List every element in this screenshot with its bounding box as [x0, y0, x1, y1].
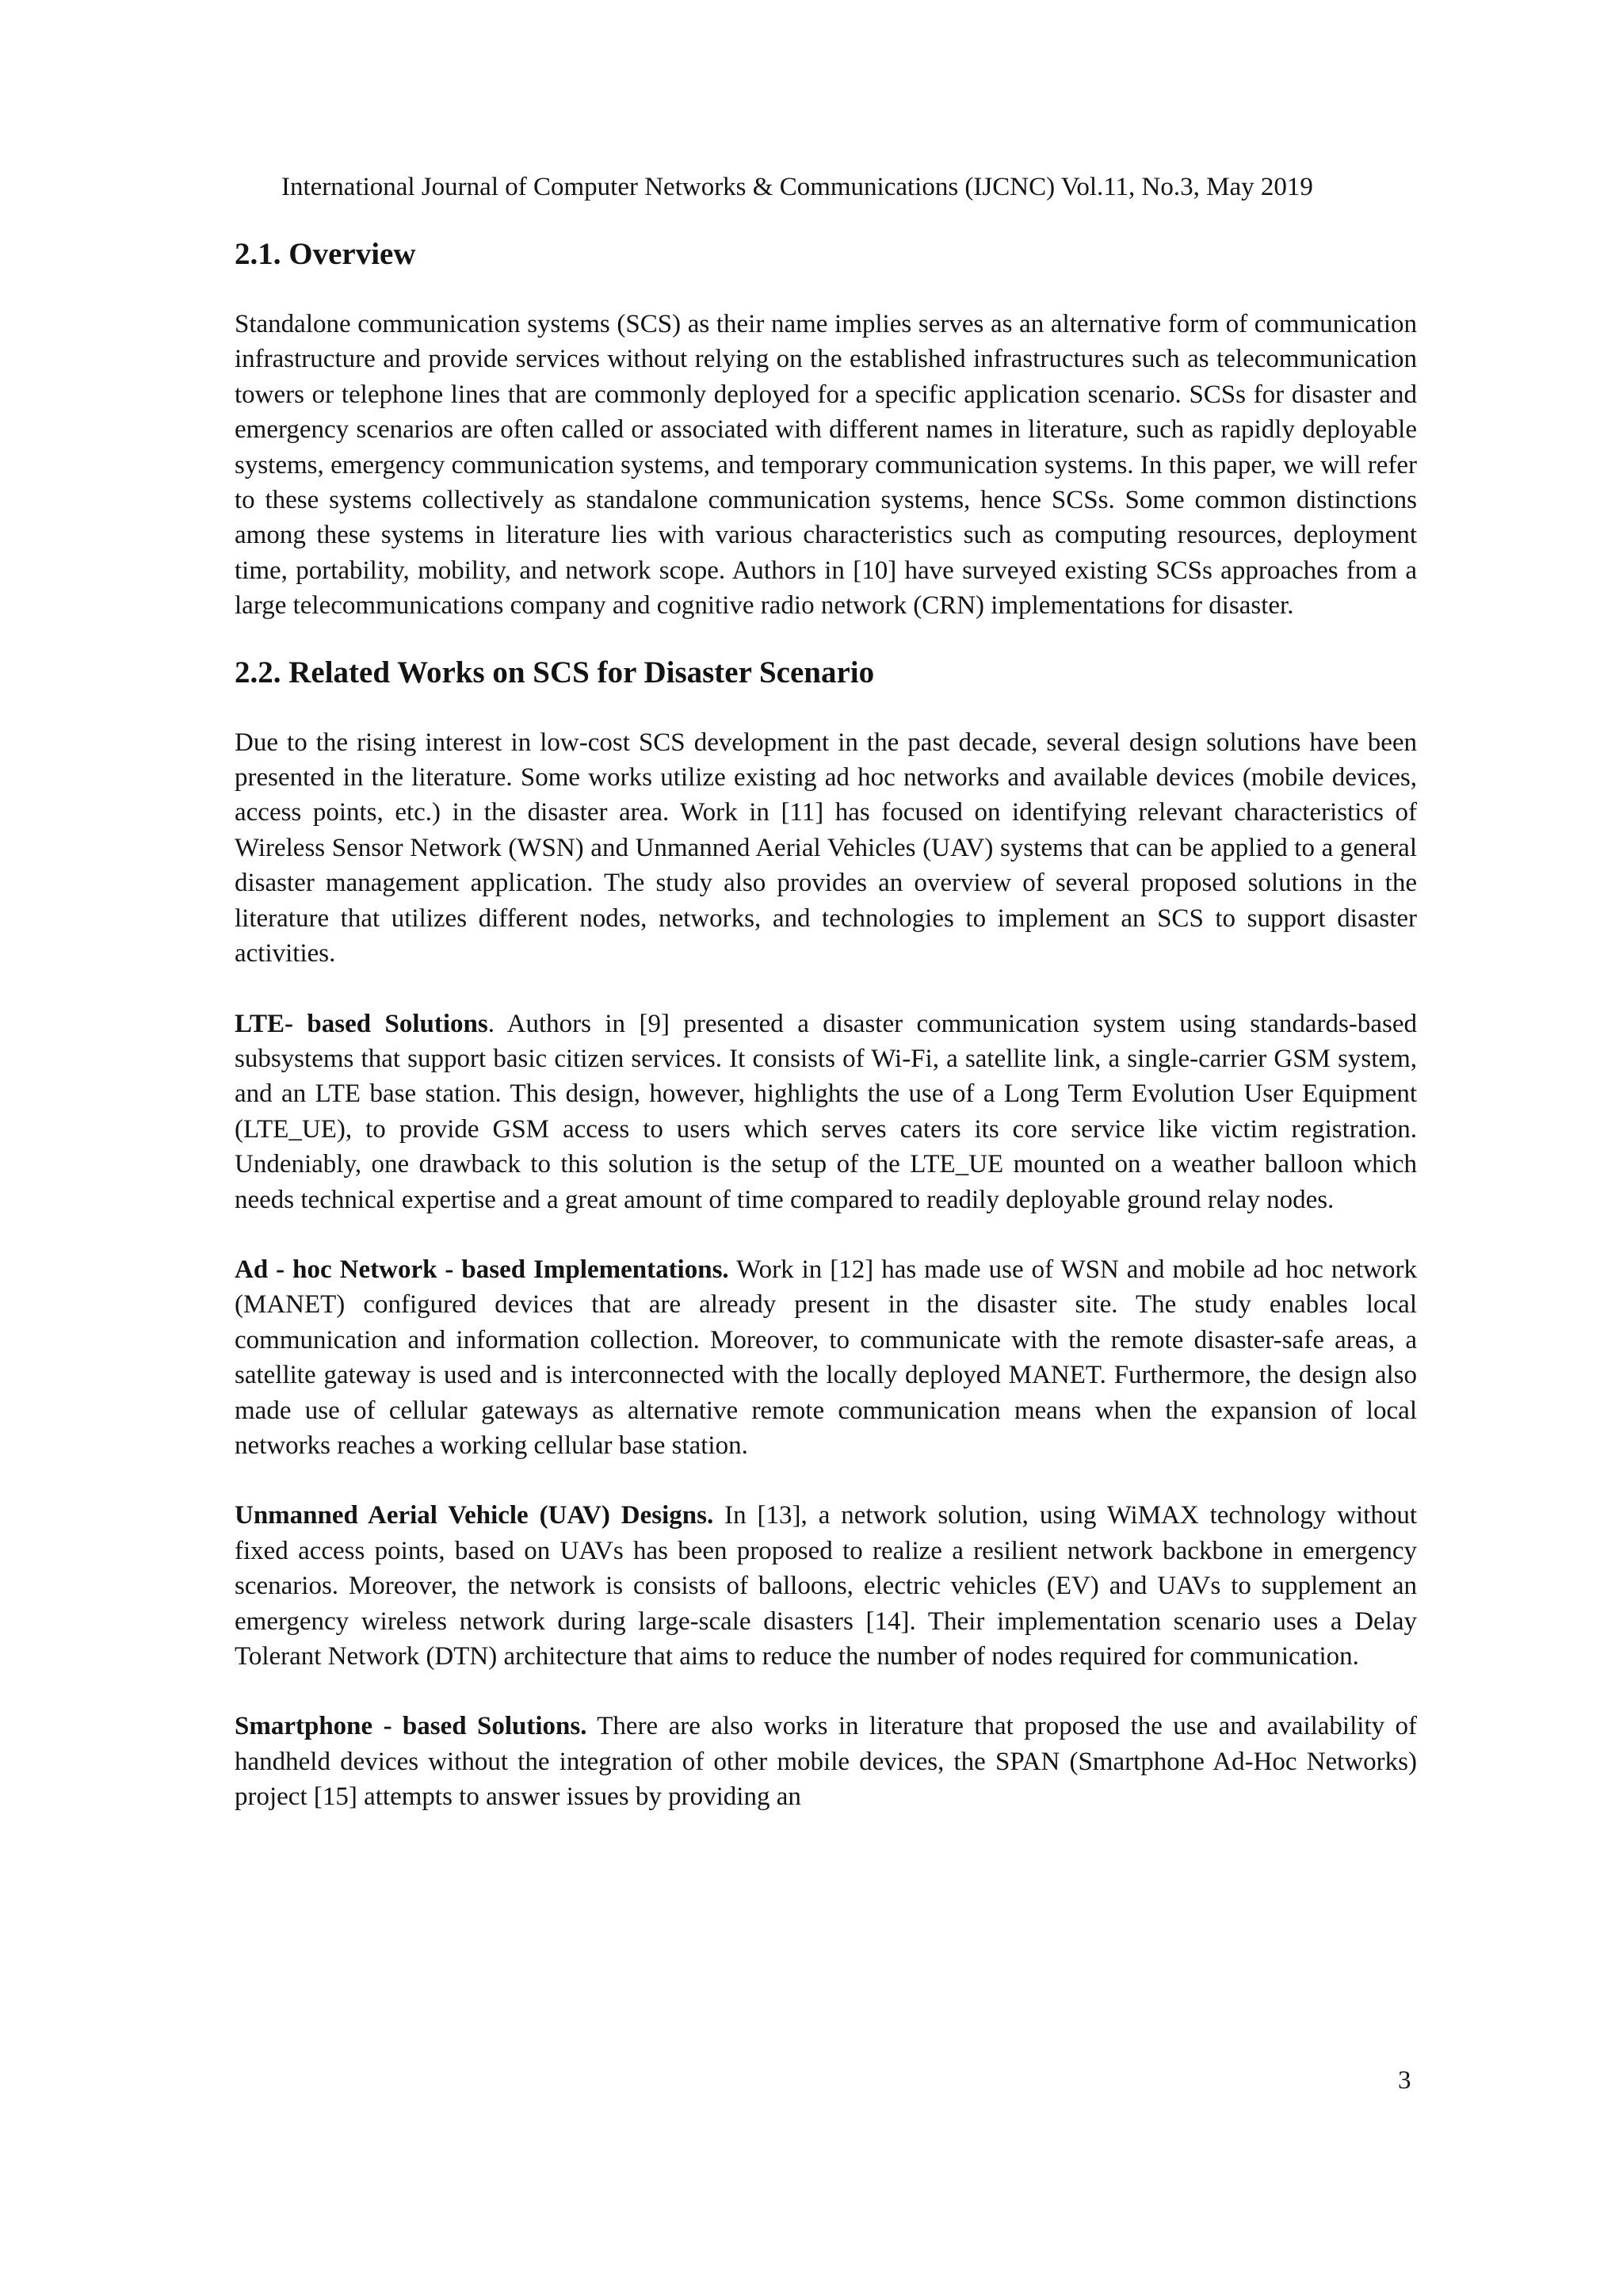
- paragraph-smartphone-solutions: [235, 1709, 1417, 1814]
- run-in-heading-adhoc: Ad - hoc Network - based Implementations.: [235, 1255, 729, 1284]
- paragraph-uav-designs: [235, 1498, 1417, 1674]
- paragraph-related-intro: Due to the rising interest in low-cost SCS development in the past decade, several design solutions have been presented in the literature. Some works utilize existing ad hoc networks and available devices (mobile devices, access points, etc.) in the disaster area. Work in [11] has focused on identifying relevant characteristics of Wireless Sensor Network (WSN) and Unmanned Aerial Vehicles (UAV) systems that can be applied to a general disaster management application. The study also provides an overview of several proposed solutions in the literature that utilizes different nodes, networks, and technologies to implement an SCS to support disaster activities.: [235, 728, 1417, 968]
- run-in-heading-lte: LTE- based Solutions: [235, 1009, 488, 1038]
- paragraph-overview: Standalone communication systems (SCS) as their name implies serves as an alternative form of communication infrastructure and provide services without relying on the established infrastructures such as telecommunication towers or telephone lines that are commonly deployed for a specific application scenario. SCSs for disaster and emergency scenarios are often called or associated with different names in literature, such as rapidly deployable systems, emergency communication systems, and temporary communication systems. In this paper, we will refer to these systems collectively as standalone communication systems, hence SCSs. Some common distinctions among these systems in literature lies with various characteristics such as computing resources, deployment time, portability, mobility, and network scope. Authors in [10] have surveyed existing SCSs approaches from a large telecommunications company and cognitive radio network (CRN) implementations for disaster.: [235, 310, 1417, 621]
- paragraph-adhoc-body: Work in [12] has made use of WSN and mobile ad hoc network (MANET) configured devices that are already present in the disaster site. The study enables local communication and information collection. Moreover, to communicate with the remote disaster-safe areas, a satellite gateway is used and is interconnected with the locally deployed MANET. Furthermore, the design also made use of cellular gateways as alternative remote communication means when the expansion of local networks reaches a working cellular base station.: [235, 1255, 1417, 1460]
- run-in-heading-uav: Unmanned Aerial Vehicle (UAV) Designs.: [235, 1501, 714, 1530]
- section-heading-overview: 2.1. Overview: [235, 237, 416, 271]
- paragraph-lte-solutions: [235, 1007, 1417, 1217]
- page-body: [235, 234, 1417, 1815]
- running-header: International Journal of Computer Networks & Communications (IJCNC) Vol.11, No.3, May 2019: [281, 173, 1313, 201]
- section-heading-related-works: 2.2. Related Works on SCS for Disaster Scenario: [235, 655, 875, 690]
- paragraph-lte-body: . Authors in [9] presented a disaster communication system using standards-based subsystems that support basic citizen services. It consists of Wi-Fi, a satellite link, a single-carrier GSM system, and an LTE base station. This design, however, highlights the use of a Long Term Evolution User Equipment (LTE_UE), to provide GSM access to users which serves caters its core service like victim registration. Undeniably, one drawback to this solution is the setup of the LTE_UE mounted on a weather balloon which needs technical expertise and a great amount of time compared to readily deployable ground relay nodes.: [235, 1009, 1417, 1214]
- run-in-heading-smartphone: Smartphone - based Solutions.: [235, 1712, 587, 1741]
- paragraph-smartphone-body: There are also works in literature that proposed the use and availability of handheld devices without the integration of other mobile devices, the SPAN (Smartphone Ad-Hoc Networks) project [15] attempts to answer issues by providing an: [235, 1712, 1417, 1812]
- paragraph-adhoc-implementations: [235, 1252, 1417, 1463]
- page-number: 3: [1398, 2066, 1411, 2095]
- paragraph-uav-body: In [13], a network solution, using WiMAX technology without fixed access points, based on UAVs has been proposed to realize a resilient network backbone in emergency scenarios. Moreover, the network is consists of balloons, electric vehicles (EV) and UAVs to supplement an emergency wireless network during large-scale disasters [14]. Their implementation scenario uses a Delay Tolerant Network (DTN) architecture that aims to reduce the number of nodes required for communication.: [235, 1501, 1418, 1671]
